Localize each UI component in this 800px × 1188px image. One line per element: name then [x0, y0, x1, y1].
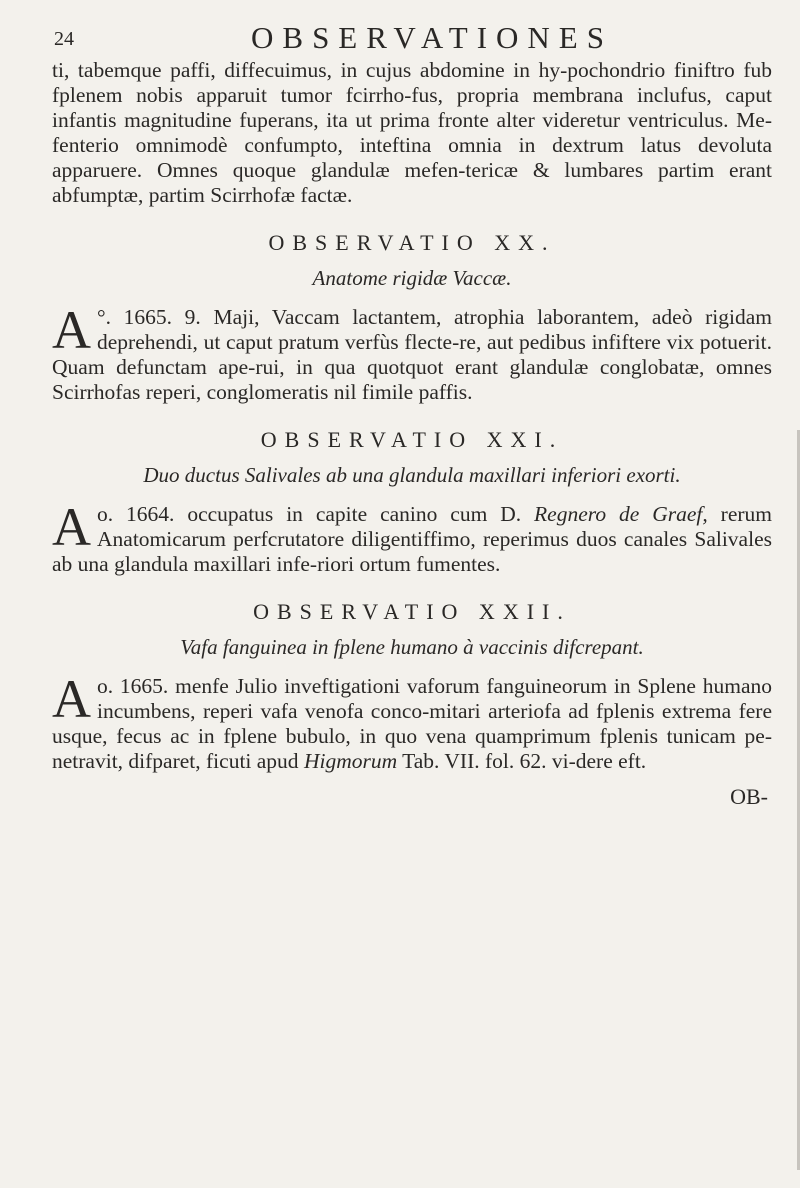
observation-body-xxii	[52, 674, 772, 774]
dropcap: A	[52, 305, 91, 360]
observation-title-xxi: OBSERVATIO XXI.	[260, 427, 564, 452]
observation-body-xx	[52, 305, 772, 405]
running-head: OBSERVATIONES	[251, 20, 613, 55]
page	[52, 18, 772, 810]
dropcap: A	[52, 674, 91, 729]
continuation-paragraph: ti, tabemque paffi, diffecuimus, in cujus abdomine in hy-pochondrio finiftro fub fplenem nobis apparuit tumor fcirrho-fus, propria membrana inclufus, caput infantis magnitudine fuperans, ita ut prima fronte alter videretur ventriculus. Me-fenterio omnimodè confumpto, inteftina omnia in dextrum latus devoluta apparuere. Omnes quoque glandulæ mefen-tericæ & lumbares partim erant abfumptæ, partim Scirrhofæ factæ.	[52, 58, 772, 207]
observation-body-xxi	[52, 502, 772, 577]
observation-subtitle-xxii: Vafa fanguinea in fplene humano à vaccinis difcrepant.	[180, 635, 644, 659]
observation-title-xxii: OBSERVATIO XXII.	[253, 599, 571, 624]
page-header	[52, 18, 772, 58]
observation-text-xxi: o. 1664. occupatus in capite canino cum D. Regnero de Graef, rerum Anatomicarum perfcrutatore diligentiffimo, reperimus duos canales Salivales ab una glandula maxillari infe-riori ortum fumentes.	[52, 502, 772, 576]
observation-subtitle-xx: Anatome rigidæ Vaccæ.	[312, 266, 512, 290]
dropcap: A	[52, 502, 91, 557]
observation-text-xxii: o. 1665. menfe Julio inveftigationi vaforum fanguineorum in Splene humano incumbens, reperi vafa venofa conco-mitari arteriofa ad fplenis extrema fere usque, fecus ac in fplene bubulo, in quo vena quamprimum fplenis tunicam pe-netravit, difparet, ficuti apud Higmorum Tab. VII. fol. 62. vi-dere eft.	[52, 674, 772, 773]
observation-title-xx: OBSERVATIO XX.	[268, 230, 556, 255]
catchword: OB-	[730, 784, 768, 809]
page-number: 24	[54, 28, 74, 50]
observation-text-xx: °. 1665. 9. Maji, Vaccam lactantem, atrophia laborantem, adeò rigidam deprehendi, ut caput pratum verfùs flecte-re, aut pedibus infiftere vix potuerit. Quam defunctam ape-rui, in qua quotquot erant glandulæ conglobatæ, omnes Scirrhofas reperi, conglomeratis nil fimile paffis.	[52, 305, 772, 404]
observation-subtitle-xxi: Duo ductus Salivales ab una glandula maxillari inferiori exorti.	[143, 463, 681, 487]
